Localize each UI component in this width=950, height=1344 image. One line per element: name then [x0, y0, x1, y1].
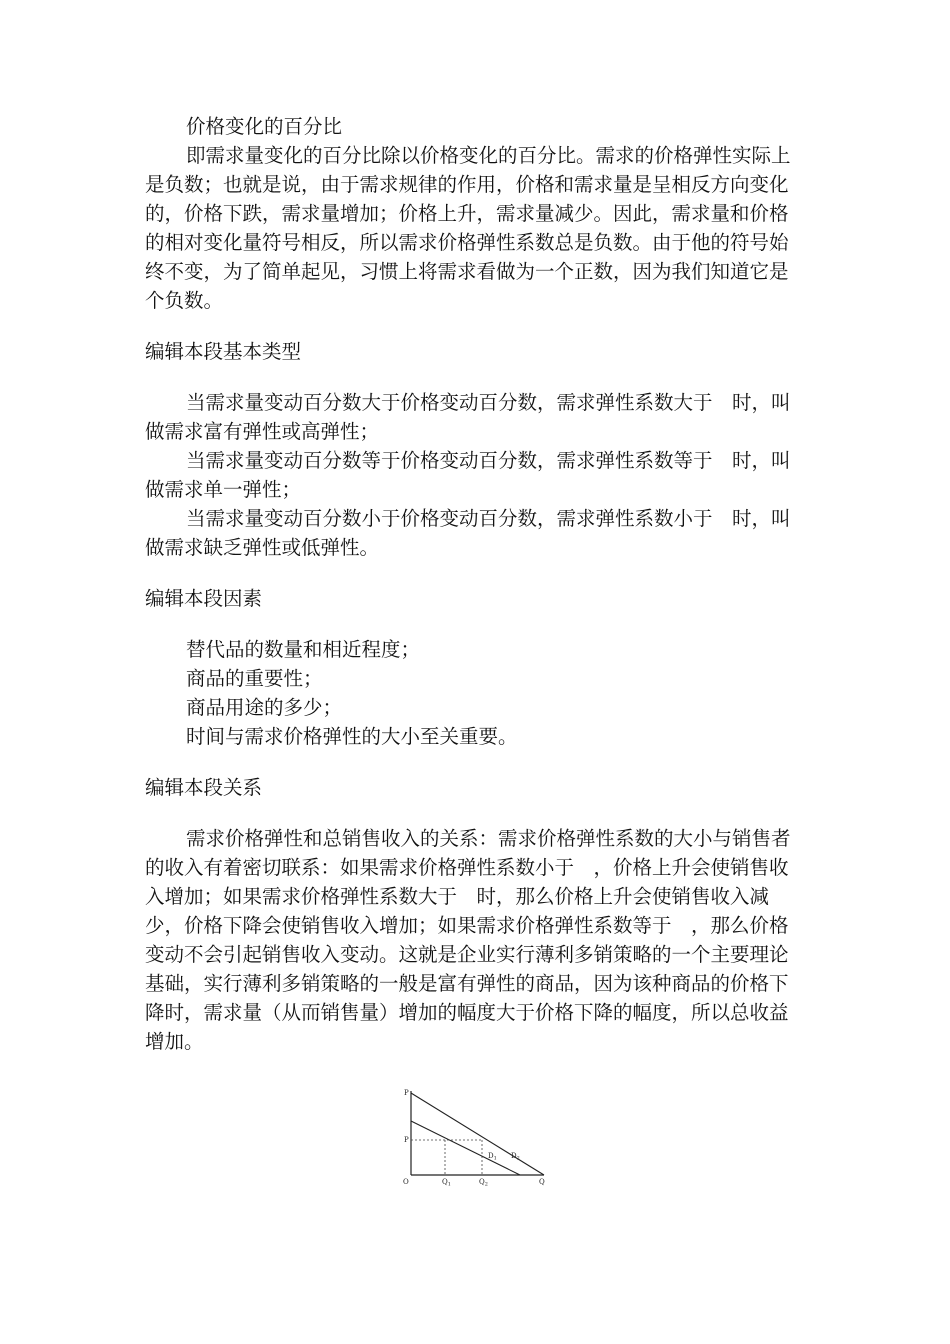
factor-item: 商品用途的多少； [186, 696, 343, 719]
d1-label: $D_1$ [488, 1152, 497, 1162]
type-item: 当需求量变动百分数大于价格变动百分数，需求弹性系数大于 时，叫做需求富有弹性或高弹性； [145, 391, 791, 443]
factor-item: 商品的重要性； [186, 667, 323, 690]
d2-label: $D_2$ [511, 1152, 520, 1162]
demand-curve-figure [398, 1083, 553, 1188]
q2-label: $Q_2$ [479, 1178, 488, 1188]
type-item: 当需求量变动百分数小于价格变动百分数，需求弹性系数小于 时，叫做需求缺乏弹性或低弹性。 [145, 507, 791, 559]
relation-paragraph: 需求价格弹性和总销售收入的关系：需求价格弹性系数的大小与销售者的收入有着密切联系：如果需求价格弹性系数小于 ，价格上升会使销售收入增加；如果需求价格弹性系数大于 时，那么价格上升会使销售收入减少，价格下降会使销售收入增加；如果需求价格弹性系数等于 ，那么价格变动不会引起销售收入变动。这就是企业实行薄利多销策略的一个主要理论基础，实行薄利多销策略的一般是富有弹性的商品，因为该种商品的价格下降时，需求量（从而销售量）增加的幅度大于价格下降的幅度，所以总收益增加。 [145, 827, 791, 1053]
factor-item: 替代品的数量和相近程度； [186, 638, 421, 661]
axis-label-q: Q [539, 1178, 545, 1186]
document-body [145, 112, 805, 1056]
intro-line: 价格变化的百分比 [186, 115, 343, 138]
section-heading-factors: 编辑本段因素 [145, 587, 263, 610]
price-label: P [404, 1136, 409, 1144]
demand-curve-svg [398, 1083, 553, 1188]
demand-curve-d2 [411, 1093, 544, 1175]
definition-paragraph: 即需求量变化的百分比除以价格变化的百分比。需求的价格弹性实际上是负数；也就是说，由于需求规律的作用，价格和需求量是呈相反方向变化的，价格下跌，需求量增加；价格上升，需求量减少。因此，需求量和价格的相对变化量符号相反，所以需求价格弹性系数总是负数。由于他的符号始终不变，为了简单起见，习惯上将需求看做为一个正数，因为我们知道它是个负数。 [145, 144, 791, 312]
type-item: 当需求量变动百分数等于价格变动百分数，需求弹性系数等于 时，叫做需求单一弹性； [145, 449, 791, 501]
section-heading-relation: 编辑本段关系 [145, 776, 263, 799]
demand-curve-d1 [411, 1121, 520, 1175]
q1-label: $Q_1$ [442, 1178, 451, 1188]
origin-label: O [403, 1178, 409, 1186]
factor-item: 时间与需求价格弹性的大小至关重要。 [186, 725, 518, 748]
section-heading-types: 编辑本段基本类型 [145, 340, 302, 363]
axis-label-p: P [404, 1089, 409, 1097]
